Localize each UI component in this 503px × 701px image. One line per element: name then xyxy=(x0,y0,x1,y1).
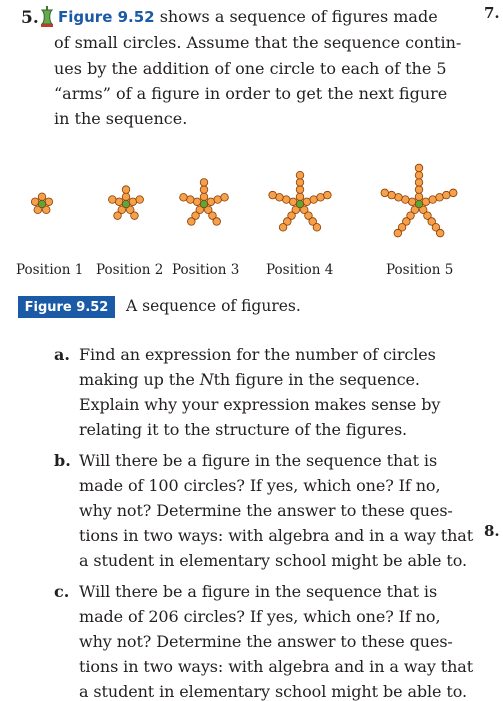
arm-circle xyxy=(388,191,396,199)
arm-circle xyxy=(449,189,457,197)
arm-circle xyxy=(436,229,444,237)
arm-circle xyxy=(324,191,332,199)
arm-circle xyxy=(38,193,46,201)
arm-circle xyxy=(31,198,39,206)
center-circle xyxy=(200,200,208,208)
arm-circle xyxy=(283,196,291,204)
item-a-line: Find an expression for the number of circles xyxy=(79,345,436,364)
arm-circle xyxy=(408,198,416,206)
problem-text-line: in the sequence. xyxy=(54,109,188,128)
arm-circle xyxy=(193,198,201,206)
apple-core-icon xyxy=(40,6,54,28)
arm-circle xyxy=(395,194,403,202)
figure-position-3 xyxy=(180,179,229,226)
arm-circle xyxy=(207,198,215,206)
figure-caption-label: Figure 9.52 xyxy=(18,296,115,318)
arm-circle xyxy=(109,196,117,204)
figure-position-4 xyxy=(269,171,331,231)
arm-circle xyxy=(310,196,318,204)
item-a-letter: a. xyxy=(54,345,70,364)
margin-problem-number-8: 8. xyxy=(484,522,500,540)
item-a-line: Explain why your expression makes sense by xyxy=(79,395,441,414)
item-a-line-n: making up the Nth figure in the sequence. xyxy=(79,370,420,389)
arm-circle xyxy=(200,193,208,201)
center-circle xyxy=(38,200,46,208)
arm-circle xyxy=(289,198,297,206)
arm-circle xyxy=(214,196,222,204)
margin-problem-number-7: 7. xyxy=(484,4,500,22)
arm-circle xyxy=(313,224,321,232)
arm-circle xyxy=(180,194,188,202)
item-b-line: made of 100 circles? If yes, which one? If no, xyxy=(79,476,441,495)
problem-number: 5. xyxy=(21,8,39,28)
arm-circle xyxy=(221,194,229,202)
arm-circle xyxy=(122,186,130,194)
center-circle xyxy=(122,200,130,208)
item-c-line: tions in two ways: with algebra and in a way that xyxy=(79,657,474,676)
item-c-line: a student in elementary school might be able to. xyxy=(79,682,467,701)
arm-circle xyxy=(402,196,410,204)
arm-circle xyxy=(303,198,311,206)
arm-circle xyxy=(122,193,130,201)
arm-circle xyxy=(415,186,423,194)
figure-position-2 xyxy=(109,186,144,220)
arm-circle xyxy=(200,186,208,194)
arm-circle xyxy=(131,212,139,220)
arm-circle xyxy=(415,193,423,201)
arm-circle xyxy=(415,171,423,179)
figure-caption-text: A sequence of figures. xyxy=(126,297,301,315)
arm-circle xyxy=(269,191,277,199)
arm-circle xyxy=(279,224,287,232)
arm-circle xyxy=(381,189,389,197)
arm-circle xyxy=(45,198,53,206)
position-label-4: Position 4 xyxy=(266,262,334,278)
arm-circle xyxy=(317,194,325,202)
arm-circle xyxy=(296,186,304,194)
arm-circle xyxy=(276,194,284,202)
item-c-line: made of 206 circles? If yes, which one? If no, xyxy=(79,607,441,626)
arm-circle xyxy=(415,179,423,187)
problem-first-line: Figure 9.52 shows a sequence of figures made xyxy=(58,7,438,26)
arm-circle xyxy=(296,179,304,187)
arm-circle xyxy=(188,218,196,226)
arm-circle xyxy=(422,198,430,206)
item-c-line: Will there be a figure in the sequence that is xyxy=(79,582,438,601)
item-b-line: Will there be a figure in the sequence that is xyxy=(79,451,438,470)
item-c-letter: c. xyxy=(54,582,70,601)
item-b-line: tions in two ways: with algebra and in a way that xyxy=(79,526,474,545)
arm-circle xyxy=(443,191,451,199)
arm-circle xyxy=(296,171,304,179)
arm-circle xyxy=(213,218,221,226)
arm-circle xyxy=(114,212,122,220)
center-circle xyxy=(296,200,304,208)
item-b-line: a student in elementary school might be able to. xyxy=(79,551,467,570)
center-circle xyxy=(415,200,423,208)
problem-text-line: of small circles. Assume that the sequence contin- xyxy=(54,33,462,52)
problem-text-line: “arms” of a figure in order to get the next figure xyxy=(54,84,448,103)
arm-circle xyxy=(296,193,304,201)
item-a-line: relating it to the structure of the figures. xyxy=(79,420,408,439)
item-b-line: why not? Determine the answer to these ques- xyxy=(79,501,453,520)
arm-circle xyxy=(429,196,437,204)
problem-text-line: ues by the addition of one circle to each of the 5 xyxy=(54,59,447,78)
arm-circle xyxy=(115,198,123,206)
item-c-line: why not? Determine the answer to these ques- xyxy=(79,632,453,651)
position-label-1: Position 1 xyxy=(16,262,84,278)
position-label-5: Position 5 xyxy=(386,262,454,278)
arm-circle xyxy=(436,194,444,202)
arm-circle xyxy=(187,196,195,204)
arm-circle xyxy=(129,198,137,206)
arm-circle xyxy=(136,196,144,204)
position-label-2: Position 2 xyxy=(96,262,164,278)
item-b-letter: b. xyxy=(54,451,71,470)
arm-circle xyxy=(200,179,208,187)
figure-position-1 xyxy=(31,193,52,214)
arm-circle xyxy=(415,164,423,172)
arm-circle xyxy=(394,229,402,237)
figure-sequence xyxy=(0,150,503,260)
position-label-3: Position 3 xyxy=(172,262,240,278)
figure-reference-link[interactable]: Figure 9.52 xyxy=(58,8,155,26)
figure-position-5 xyxy=(381,164,457,237)
